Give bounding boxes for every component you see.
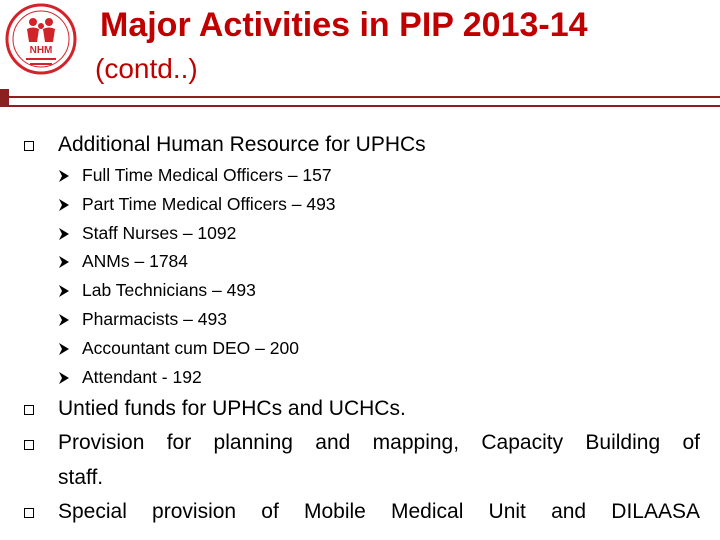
hollow-square-icon — [24, 508, 34, 518]
hollow-square-icon — [24, 141, 34, 151]
bullet-item-mobile-unit — [58, 500, 700, 524]
sub-list-item: Staff Nurses – 1092 — [82, 222, 237, 243]
sub-list-item: Full Time Medical Officers – 157 — [82, 165, 332, 185]
arrowhead-icon — [58, 371, 70, 388]
sub-list-item: Accountant cum DEO – 200 — [82, 337, 299, 358]
bullet-item-untied-funds: Untied funds for UPHCs and UCHCs. — [58, 397, 406, 420]
bullet-item-planning-line2: staff. — [58, 466, 104, 489]
arrowhead-icon — [58, 342, 70, 359]
svg-text:NHM: NHM — [29, 45, 53, 56]
sub-list-item: Lab Technicians – 493 — [82, 280, 256, 301]
sub-list-item: ANMs – 1784 — [82, 251, 189, 272]
bullet-item-hr: Additional Human Resource for UPHCs — [58, 133, 426, 156]
hollow-square-icon — [24, 440, 34, 450]
arrowhead-icon — [58, 227, 70, 244]
bullet-item-planning-line1: Provision for planning and mapping, Capacity Building of — [58, 431, 700, 454]
arrowhead-icon — [58, 169, 70, 186]
hollow-square-icon — [24, 405, 34, 415]
page-title: Major Activities in PIP 2013-14 — [100, 6, 588, 44]
arrowhead-icon — [58, 255, 70, 272]
bullet-item-mobile-unit-line1: Special provision of Mobile Medical Unit and DILAASA — [58, 500, 700, 523]
page-subtitle: (contd..) — [95, 53, 198, 84]
sub-list-item: Pharmacists – 493 — [82, 309, 227, 329]
arrowhead-icon — [58, 313, 70, 330]
arrowhead-icon — [58, 198, 70, 215]
bullet-item-planning — [58, 431, 700, 455]
sub-list-item: Part Time Medical Officers – 493 — [82, 193, 336, 214]
sub-list-item: Attendant - 192 — [82, 366, 202, 387]
arrowhead-icon — [58, 284, 70, 301]
